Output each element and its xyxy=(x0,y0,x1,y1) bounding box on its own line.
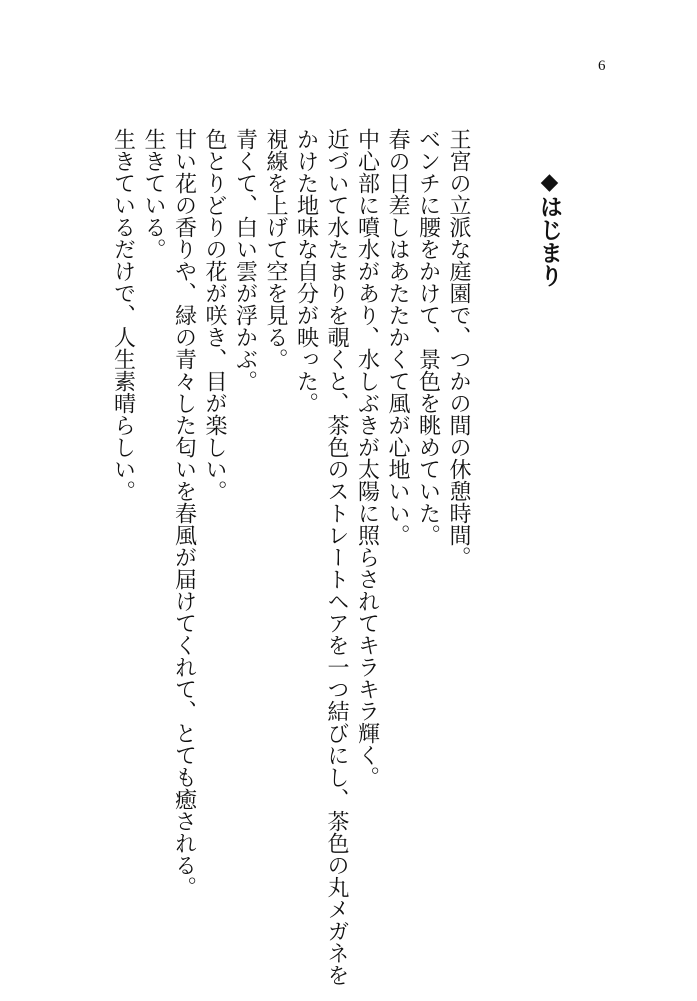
text-line: 色とりどりの花が咲き、目が楽しい。 xyxy=(202,128,227,502)
text-line: 青くて、白い雲が浮かぶ。 xyxy=(232,128,258,392)
text-line: 生きているだけで、人生素晴らしい。 xyxy=(110,128,136,502)
text-line: かけた地味な自分が映った。 xyxy=(293,128,319,414)
chapter-heading: ◆はじまり xyxy=(536,168,563,287)
text-line: 王宮の立派な庭園で、つかの間の休憩時間。 xyxy=(446,128,471,568)
text-line: 春の日差しはあたたかくて風が心地いい。 xyxy=(385,128,410,546)
text-line: 生きている。 xyxy=(141,128,166,260)
text-line: 近づいて水たまりを覗くと、茶色のストレートヘアを一つ結びにし、茶色の丸メガネを xyxy=(324,128,349,986)
text-line: 中心部に噴水があり、水しぶきが太陽に照らされてキラキラ輝く。 xyxy=(354,128,380,788)
body-text xyxy=(107,128,473,986)
text-line: ベンチに腰をかけて、景色を眺めていた。 xyxy=(415,128,441,546)
text-line: 視線を上げて空を見る。 xyxy=(263,128,288,370)
page-number: 6 xyxy=(598,58,606,74)
text-line: 甘い花の香りや、緑の青々した匂いを春風が届けてくれて、とても癒される。 xyxy=(171,128,197,898)
